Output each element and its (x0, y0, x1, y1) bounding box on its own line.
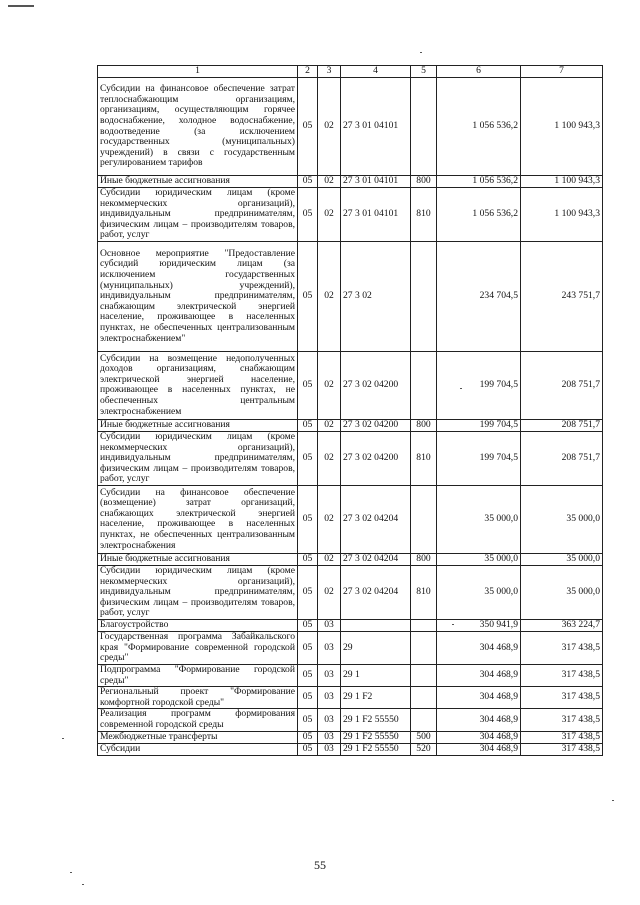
table-row (98, 188, 603, 242)
scan-speck (452, 624, 454, 625)
table-body (98, 78, 603, 756)
cell-sum1: 304 468,9 (437, 664, 521, 686)
cell-desc: Субсидии юридическим лицам (кроме некоммерческих организаций), индивидуальным предпринимателям, физическим лицам – производителям товаров, работ, услуг (98, 565, 298, 619)
cell-sum2: 317 438,5 (521, 743, 603, 755)
cell-pr: 03 (318, 687, 341, 709)
cell-csr: 27 3 02 04204 (341, 485, 411, 553)
cell-sum2: 317 438,5 (521, 709, 603, 731)
cell-csr: 27 3 02 04204 (341, 565, 411, 619)
cell-sum2: 208 751,7 (521, 431, 603, 485)
table-row (98, 419, 603, 431)
cell-sum1: 199 704,5 (437, 431, 521, 485)
table-row (98, 431, 603, 485)
header-row (98, 66, 603, 78)
cell-vr (411, 485, 437, 553)
cell-vr: 800 (411, 176, 437, 188)
cell-csr: 27 3 01 04101 (341, 188, 411, 242)
cell-sum1: 35 000,0 (437, 565, 521, 619)
cell-rz: 05 (298, 241, 318, 351)
cell-vr (411, 687, 437, 709)
cell-csr: 29 1 F2 55550 (341, 743, 411, 755)
cell-sum2: 35 000,0 (521, 485, 603, 553)
cell-rz: 05 (298, 419, 318, 431)
table-row (98, 565, 603, 619)
cell-csr: 29 (341, 631, 411, 664)
cell-sum1: 304 468,9 (437, 631, 521, 664)
cell-csr: 27 3 02 04200 (341, 419, 411, 431)
cell-sum2: 363 224,7 (521, 619, 603, 631)
cell-rz: 05 (298, 553, 318, 565)
cell-desc: Основное мероприятие "Предоставление субсидий юридическим лицам (за исключением государственных (муниципальных) учреждений), индивидуальным предпринимателям, снабжающим электрической энергией население, проживающее в населенных пунктах, не обеспеченных централизованным электроснабжением" (98, 241, 298, 351)
cell-vr (411, 241, 437, 351)
scan-speck (612, 800, 614, 801)
cell-desc: Субсидии на финансовое обеспечение (возмещение) затрат организаций, снабжающих электрической энергией население, проживающее в населенных пунктах, не обеспеченных централизованным электроснабжения (98, 485, 298, 553)
cell-vr: 800 (411, 419, 437, 431)
scan-speck (420, 52, 422, 53)
table-row (98, 664, 603, 686)
cell-sum2: 1 100 943,3 (521, 176, 603, 188)
cell-sum2: 317 438,5 (521, 664, 603, 686)
cell-pr: 02 (318, 485, 341, 553)
cell-rz: 05 (298, 188, 318, 242)
cell-rz: 05 (298, 664, 318, 686)
cell-desc: Благоустройство (98, 619, 298, 631)
cell-desc: Субсидии (98, 743, 298, 755)
cell-vr: 520 (411, 743, 437, 755)
cell-sum1: 1 056 536,2 (437, 176, 521, 188)
table-row (98, 619, 603, 631)
cell-rz: 05 (298, 78, 318, 176)
cell-pr: 02 (318, 351, 341, 419)
cell-sum1: 304 468,9 (437, 687, 521, 709)
table-row (98, 631, 603, 664)
cell-sum2: 35 000,0 (521, 565, 603, 619)
cell-pr: 03 (318, 631, 341, 664)
scan-speck (62, 738, 64, 739)
cell-desc: Иные бюджетные ассигнования (98, 553, 298, 565)
column-header: 5 (411, 66, 437, 78)
cell-pr: 02 (318, 78, 341, 176)
cell-vr (411, 709, 437, 731)
cell-desc: Субсидии юридическим лицам (кроме некоммерческих организаций), индивидуальным предпринимателям, физическим лицам – производителям товаров, работ, услуг (98, 188, 298, 242)
cell-sum1: 1 056 536,2 (437, 188, 521, 242)
budget-table (97, 65, 603, 756)
cell-sum1: 304 468,9 (437, 709, 521, 731)
table-row (98, 485, 603, 553)
scan-speck (82, 884, 84, 885)
cell-desc: Подпрограмма "Формирование городской среды" (98, 664, 298, 686)
cell-sum2: 317 438,5 (521, 731, 603, 743)
cell-vr (411, 631, 437, 664)
cell-csr: 27 3 02 04200 (341, 351, 411, 419)
cell-csr: 27 3 01 04101 (341, 176, 411, 188)
cell-csr: 29 1 F2 (341, 687, 411, 709)
cell-sum2: 35 000,0 (521, 553, 603, 565)
cell-desc: Государственная программа Забайкальского края "Формирование современной городской среды" (98, 631, 298, 664)
cell-pr: 03 (318, 731, 341, 743)
cell-pr: 02 (318, 553, 341, 565)
column-header: 6 (437, 66, 521, 78)
cell-rz: 05 (298, 709, 318, 731)
cell-desc: Межбюджетные трансферты (98, 731, 298, 743)
cell-vr: 810 (411, 188, 437, 242)
cell-vr (411, 351, 437, 419)
cell-csr: 29 1 F2 55550 (341, 731, 411, 743)
cell-csr: 27 3 02 04204 (341, 553, 411, 565)
page-number: 55 (314, 858, 326, 872)
cell-pr: 02 (318, 188, 341, 242)
scan-speck (70, 872, 72, 873)
cell-pr: 02 (318, 419, 341, 431)
cell-pr: 03 (318, 664, 341, 686)
table-row (98, 743, 603, 755)
cell-vr: 500 (411, 731, 437, 743)
cell-desc: Иные бюджетные ассигнования (98, 176, 298, 188)
scan-speck (8, 5, 34, 7)
cell-rz: 05 (298, 485, 318, 553)
cell-rz: 05 (298, 351, 318, 419)
cell-pr: 02 (318, 565, 341, 619)
cell-sum1: 350 941,9 (437, 619, 521, 631)
cell-desc: Субсидии юридическим лицам (кроме некоммерческих организаций), индивидуальным предпринимателям, физическим лицам – производителям товаров, работ, услуг (98, 431, 298, 485)
cell-sum2: 1 100 943,3 (521, 78, 603, 176)
cell-csr: 27 3 02 (341, 241, 411, 351)
table-row (98, 241, 603, 351)
cell-desc: Субсидии на финансовое обеспечение затрат теплоснабжающим организациям, организациям, осуществляющим горячее водоснабжение, холодное водоснабжение, водоотведение (за исключением государственных (муниципальных) учреждений) в связи с государственным регулированием тарифов (98, 78, 298, 176)
column-header: 2 (298, 66, 318, 78)
cell-sum2: 208 751,7 (521, 351, 603, 419)
cell-sum1: 234 704,5 (437, 241, 521, 351)
cell-csr: 27 3 02 04200 (341, 431, 411, 485)
cell-rz: 05 (298, 687, 318, 709)
cell-vr (411, 664, 437, 686)
cell-vr (411, 619, 437, 631)
cell-rz: 05 (298, 176, 318, 188)
cell-desc: Субсидии на возмещение недополученных доходов организациям, снабжающим электрической энергией население, проживающее в населенных пунктах, не обеспеченных центральным электроснабжением (98, 351, 298, 419)
column-header: 4 (341, 66, 411, 78)
cell-csr (341, 619, 411, 631)
cell-sum2: 208 751,7 (521, 419, 603, 431)
table-row (98, 687, 603, 709)
cell-csr: 29 1 (341, 664, 411, 686)
cell-csr: 27 3 01 04101 (341, 78, 411, 176)
table-row (98, 78, 603, 176)
table-row (98, 176, 603, 188)
cell-pr: 03 (318, 709, 341, 731)
cell-csr: 29 1 F2 55550 (341, 709, 411, 731)
cell-sum1: 304 468,9 (437, 743, 521, 755)
cell-desc: Региональный проект "Формирование комфортной городской среды" (98, 687, 298, 709)
cell-sum1: 199 704,5 (437, 419, 521, 431)
cell-pr: 02 (318, 241, 341, 351)
cell-sum1: 35 000,0 (437, 553, 521, 565)
cell-rz: 05 (298, 431, 318, 485)
cell-desc: Иные бюджетные ассигнования (98, 419, 298, 431)
cell-sum2: 317 438,5 (521, 631, 603, 664)
cell-pr: 03 (318, 619, 341, 631)
scan-speck (460, 388, 462, 389)
table-row (98, 709, 603, 731)
cell-sum2: 243 751,7 (521, 241, 603, 351)
cell-sum2: 1 100 943,3 (521, 188, 603, 242)
cell-pr: 02 (318, 431, 341, 485)
cell-rz: 05 (298, 731, 318, 743)
cell-pr: 02 (318, 176, 341, 188)
cell-vr: 800 (411, 553, 437, 565)
cell-rz: 05 (298, 631, 318, 664)
column-header: 3 (318, 66, 341, 78)
cell-sum1: 35 000,0 (437, 485, 521, 553)
cell-rz: 05 (298, 743, 318, 755)
cell-vr: 810 (411, 431, 437, 485)
cell-vr (411, 78, 437, 176)
cell-sum1: 1 056 536,2 (437, 78, 521, 176)
cell-sum2: 317 438,5 (521, 687, 603, 709)
table-row (98, 553, 603, 565)
cell-sum1: 199 704,5 (437, 351, 521, 419)
column-header: 1 (98, 66, 298, 78)
cell-pr: 03 (318, 743, 341, 755)
cell-vr: 810 (411, 565, 437, 619)
table-row (98, 351, 603, 419)
table-row (98, 731, 603, 743)
cell-desc: Реализация программ формирования современной городской среды (98, 709, 298, 731)
column-header: 7 (521, 66, 603, 78)
cell-rz: 05 (298, 619, 318, 631)
cell-sum1: 304 468,9 (437, 731, 521, 743)
cell-rz: 05 (298, 565, 318, 619)
